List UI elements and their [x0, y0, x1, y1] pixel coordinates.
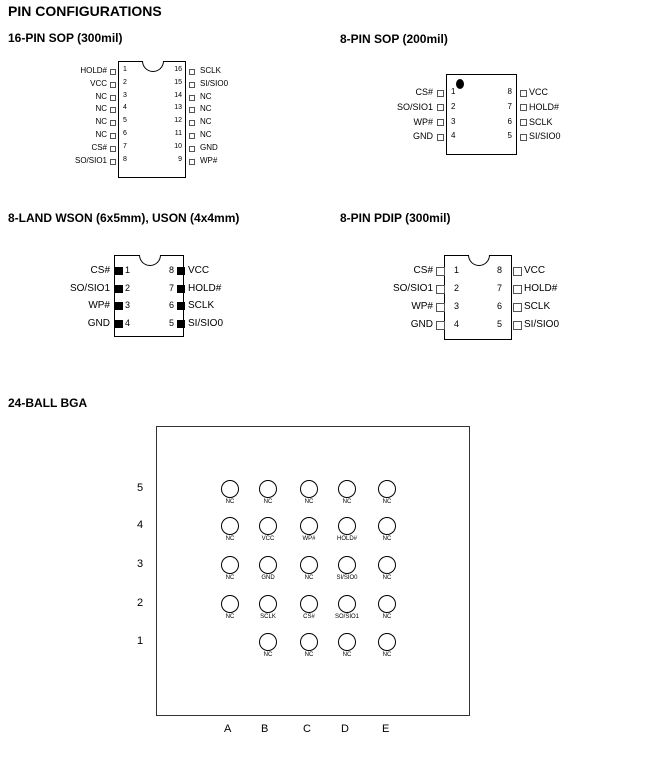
- pin-label: SI/SIO0: [200, 78, 229, 88]
- pin-number: 12: [174, 117, 182, 125]
- pin-pad: [177, 267, 185, 275]
- bga-ball: [259, 633, 277, 651]
- pin-number: 14: [174, 91, 182, 99]
- pin-number: 1: [454, 265, 460, 275]
- pin-pad: [115, 320, 123, 328]
- pin-pad: [513, 321, 522, 330]
- bga-ball: [221, 556, 239, 574]
- bga-ball-label: NC: [263, 499, 273, 505]
- pin-pad: [110, 146, 116, 152]
- bga-ball-label: NC: [382, 499, 392, 505]
- pin-pad: [189, 120, 195, 126]
- bga-ball-label: HOLD#: [336, 536, 357, 542]
- pin-number: 8: [496, 265, 502, 275]
- pin-label: NC: [95, 130, 107, 139]
- pin-label: GND: [200, 142, 218, 152]
- pin-pad: [177, 302, 185, 310]
- bga-ball-label: NC: [342, 499, 352, 505]
- pin-label: CS#: [413, 265, 433, 276]
- pin-number: 7: [507, 101, 512, 111]
- pin-pad: [436, 303, 445, 312]
- pin-label: HOLD#: [529, 101, 560, 112]
- pin-label: NC: [95, 91, 107, 101]
- bga-ball-label: NC: [304, 652, 314, 658]
- pin-number: 3: [451, 116, 456, 126]
- bga-column-label: A: [224, 723, 232, 735]
- bga-ball: [300, 595, 318, 613]
- bga-ball: [259, 595, 277, 613]
- pin-pad: [189, 82, 195, 88]
- pin-label: WP#: [411, 301, 433, 312]
- pin-number: 6: [496, 301, 502, 311]
- pin-label: SI/SIO0: [524, 319, 560, 330]
- pin1-dot-marker: [456, 79, 464, 89]
- bga-ball: [338, 556, 356, 574]
- pin-pad: [110, 107, 116, 113]
- pin-pad: [513, 285, 522, 294]
- pin-number: 2: [125, 282, 131, 293]
- bga-ball-label: NC: [382, 614, 392, 620]
- pin-pad: [189, 69, 195, 75]
- bga-title: 24-BALL BGA: [8, 396, 88, 410]
- pin-number: 5: [507, 131, 512, 141]
- sop8-package: [446, 74, 517, 155]
- bga-ball: [338, 633, 356, 651]
- bga-ball: [378, 517, 396, 535]
- pin-pad: [520, 119, 527, 126]
- pin-pad: [115, 302, 123, 310]
- pin-pad: [110, 133, 116, 139]
- pdip-title: 8-PIN PDIP (300mil): [340, 211, 451, 225]
- bga-ball: [221, 480, 239, 498]
- pin-label: SO/SIO1: [392, 283, 433, 294]
- pin-pad: [110, 95, 116, 101]
- bga-column-label: E: [382, 723, 390, 735]
- pin-label: NC: [200, 130, 212, 139]
- pin-number: 3: [125, 300, 131, 310]
- pin-label: VCC: [524, 265, 546, 276]
- bga-row-label: 2: [137, 597, 144, 609]
- pin-pad: [189, 159, 195, 165]
- bga-ball-label: VCC: [261, 536, 275, 542]
- pin-pad: [110, 159, 116, 165]
- pin-pad: [520, 134, 527, 141]
- pin-number: 7: [168, 282, 174, 293]
- bga-ball-label: SI/SIO0: [336, 575, 358, 581]
- pin-label: NC: [95, 117, 107, 127]
- wson-title: 8-LAND WSON (6x5mm), USON (4x4mm): [8, 211, 240, 225]
- bga-ball: [300, 633, 318, 651]
- page-title: PIN CONFIGURATIONS: [8, 3, 162, 19]
- pin-number: 16: [174, 66, 182, 73]
- pin-label: VCC: [188, 265, 210, 276]
- bga-column-label: D: [341, 723, 349, 735]
- pin-label: SCLK: [524, 301, 551, 312]
- pin-label: GND: [87, 317, 110, 329]
- pin-number: 5: [168, 317, 174, 328]
- bga-row-label: 3: [137, 558, 144, 570]
- sop16-title: 16-PIN SOP (300mil): [8, 31, 123, 45]
- bga-ball-label: GND: [261, 575, 275, 581]
- pin-label: NC: [200, 91, 212, 101]
- pin-number: 4: [454, 319, 460, 329]
- pin-number: 15: [174, 78, 182, 86]
- pin-number: 2: [123, 78, 127, 86]
- pin-number: 9: [178, 155, 182, 163]
- pin-label: HOLD#: [188, 282, 222, 294]
- pin-label: NC: [95, 104, 107, 114]
- pin-number: 8: [123, 155, 127, 163]
- bga-ball: [378, 595, 396, 613]
- pin-pad: [177, 320, 185, 328]
- pin-label: CS#: [91, 142, 107, 152]
- pin-label: SCLK: [200, 66, 221, 75]
- pin-pad: [513, 267, 522, 276]
- bga-ball: [259, 517, 277, 535]
- pin-number: 6: [507, 116, 512, 126]
- pin-label: SO/SIO1: [74, 155, 107, 165]
- bga-ball: [338, 595, 356, 613]
- bga-ball: [259, 556, 277, 574]
- bga-ball: [338, 517, 356, 535]
- pin-number: 3: [123, 91, 127, 99]
- pin-pad: [189, 133, 195, 139]
- bga-row-label: 1: [137, 635, 144, 647]
- pin-label: WP#: [88, 300, 110, 311]
- pin-number: 6: [123, 130, 127, 137]
- bga-ball: [338, 480, 356, 498]
- package-notch: [139, 255, 161, 266]
- bga-ball-label: NC: [382, 536, 392, 542]
- pin-number: 10: [174, 142, 182, 150]
- pin-label: CS#: [415, 87, 433, 97]
- bga-ball-label: NC: [263, 652, 273, 658]
- pin-pad: [189, 107, 195, 113]
- pin-number: 8: [507, 87, 512, 96]
- pin-label: HOLD#: [524, 283, 558, 294]
- bga-ball-label: NC: [342, 652, 352, 658]
- pin-number: 1: [125, 265, 131, 275]
- bga-ball: [378, 633, 396, 651]
- pin-pad: [436, 321, 445, 330]
- bga-ball-label: NC: [382, 575, 392, 581]
- pin-pad: [110, 69, 116, 75]
- pin-label: SO/SIO1: [69, 282, 110, 294]
- pin-label: SO/SIO1: [396, 101, 433, 112]
- pin-label: NC: [200, 104, 212, 114]
- pin-number: 5: [496, 319, 502, 329]
- bga-ball: [378, 480, 396, 498]
- pin-number: 13: [174, 104, 182, 112]
- pin-pad: [110, 120, 116, 126]
- pin-number: 7: [496, 283, 502, 293]
- bga-ball-label: NC: [382, 652, 392, 658]
- bga-column-label: C: [303, 723, 311, 735]
- pin-number: 4: [125, 317, 131, 328]
- bga-ball: [259, 480, 277, 498]
- bga-ball: [300, 556, 318, 574]
- pin-pad: [177, 285, 185, 293]
- bga-row-label: 5: [137, 482, 144, 494]
- pin-label: WP#: [200, 155, 218, 165]
- pin-label: NC: [200, 117, 212, 127]
- pin-number: 6: [168, 300, 174, 310]
- bga-ball: [221, 517, 239, 535]
- bga-column-label: B: [261, 723, 269, 735]
- pin-label: SCLK: [529, 116, 553, 127]
- pin-label: GND: [410, 319, 433, 330]
- pin-number: 7: [123, 142, 127, 150]
- pin-label: VCC: [529, 87, 549, 97]
- bga-ball-label: WP#: [302, 536, 316, 542]
- pin-number: 4: [451, 131, 456, 141]
- pin-pad: [189, 146, 195, 152]
- bga-ball: [221, 595, 239, 613]
- pin-pad: [437, 90, 444, 97]
- bga-ball-label: NC: [225, 499, 235, 505]
- pin-pad: [520, 90, 527, 97]
- pin-pad: [115, 285, 123, 293]
- pin-number: 2: [451, 101, 456, 111]
- pin-label: VCC: [90, 78, 107, 88]
- pin-number: 3: [454, 301, 460, 311]
- bga-ball-label: NC: [225, 536, 235, 542]
- pin-label: SI/SIO0: [529, 131, 561, 142]
- bga-ball: [300, 517, 318, 535]
- pin-label: HOLD#: [80, 66, 107, 75]
- pin-pad: [436, 285, 445, 294]
- bga-ball-label: NC: [225, 575, 235, 581]
- bga-ball: [378, 556, 396, 574]
- bga-ball-label: SCLK: [260, 614, 276, 620]
- pin-pad: [436, 267, 445, 276]
- pin-pad: [437, 104, 444, 111]
- pin-label: WP#: [413, 116, 433, 127]
- pin-number: 1: [123, 66, 127, 73]
- pin-label: SCLK: [188, 300, 215, 311]
- bga-ball-label: NC: [304, 499, 314, 505]
- bga-ball-label: NC: [304, 575, 314, 581]
- pin-label: SI/SIO0: [188, 317, 224, 329]
- pin-pad: [115, 267, 123, 275]
- bga-ball-label: SO/SIO1: [334, 614, 359, 620]
- pin-number: 8: [168, 265, 174, 275]
- bga-row-label: 4: [137, 519, 144, 531]
- package-notch: [142, 61, 164, 72]
- pin-number: 5: [123, 117, 127, 125]
- pin-pad: [110, 82, 116, 88]
- pin-label: CS#: [90, 265, 110, 276]
- bga-ball-label: CS#: [303, 614, 315, 620]
- pin-number: 1: [451, 87, 456, 96]
- pin-pad: [520, 104, 527, 111]
- bga-ball: [300, 480, 318, 498]
- package-notch: [468, 255, 490, 266]
- pin-number: 11: [174, 130, 182, 137]
- pin-number: 4: [123, 104, 127, 112]
- pin-pad: [513, 303, 522, 312]
- pin-number: 2: [454, 283, 460, 293]
- pin-label: GND: [413, 131, 433, 142]
- sop8-title: 8-PIN SOP (200mil): [340, 32, 448, 46]
- bga-ball-label: NC: [225, 614, 235, 620]
- pin-pad: [189, 95, 195, 101]
- pin-pad: [437, 119, 444, 126]
- pin-pad: [437, 134, 444, 141]
